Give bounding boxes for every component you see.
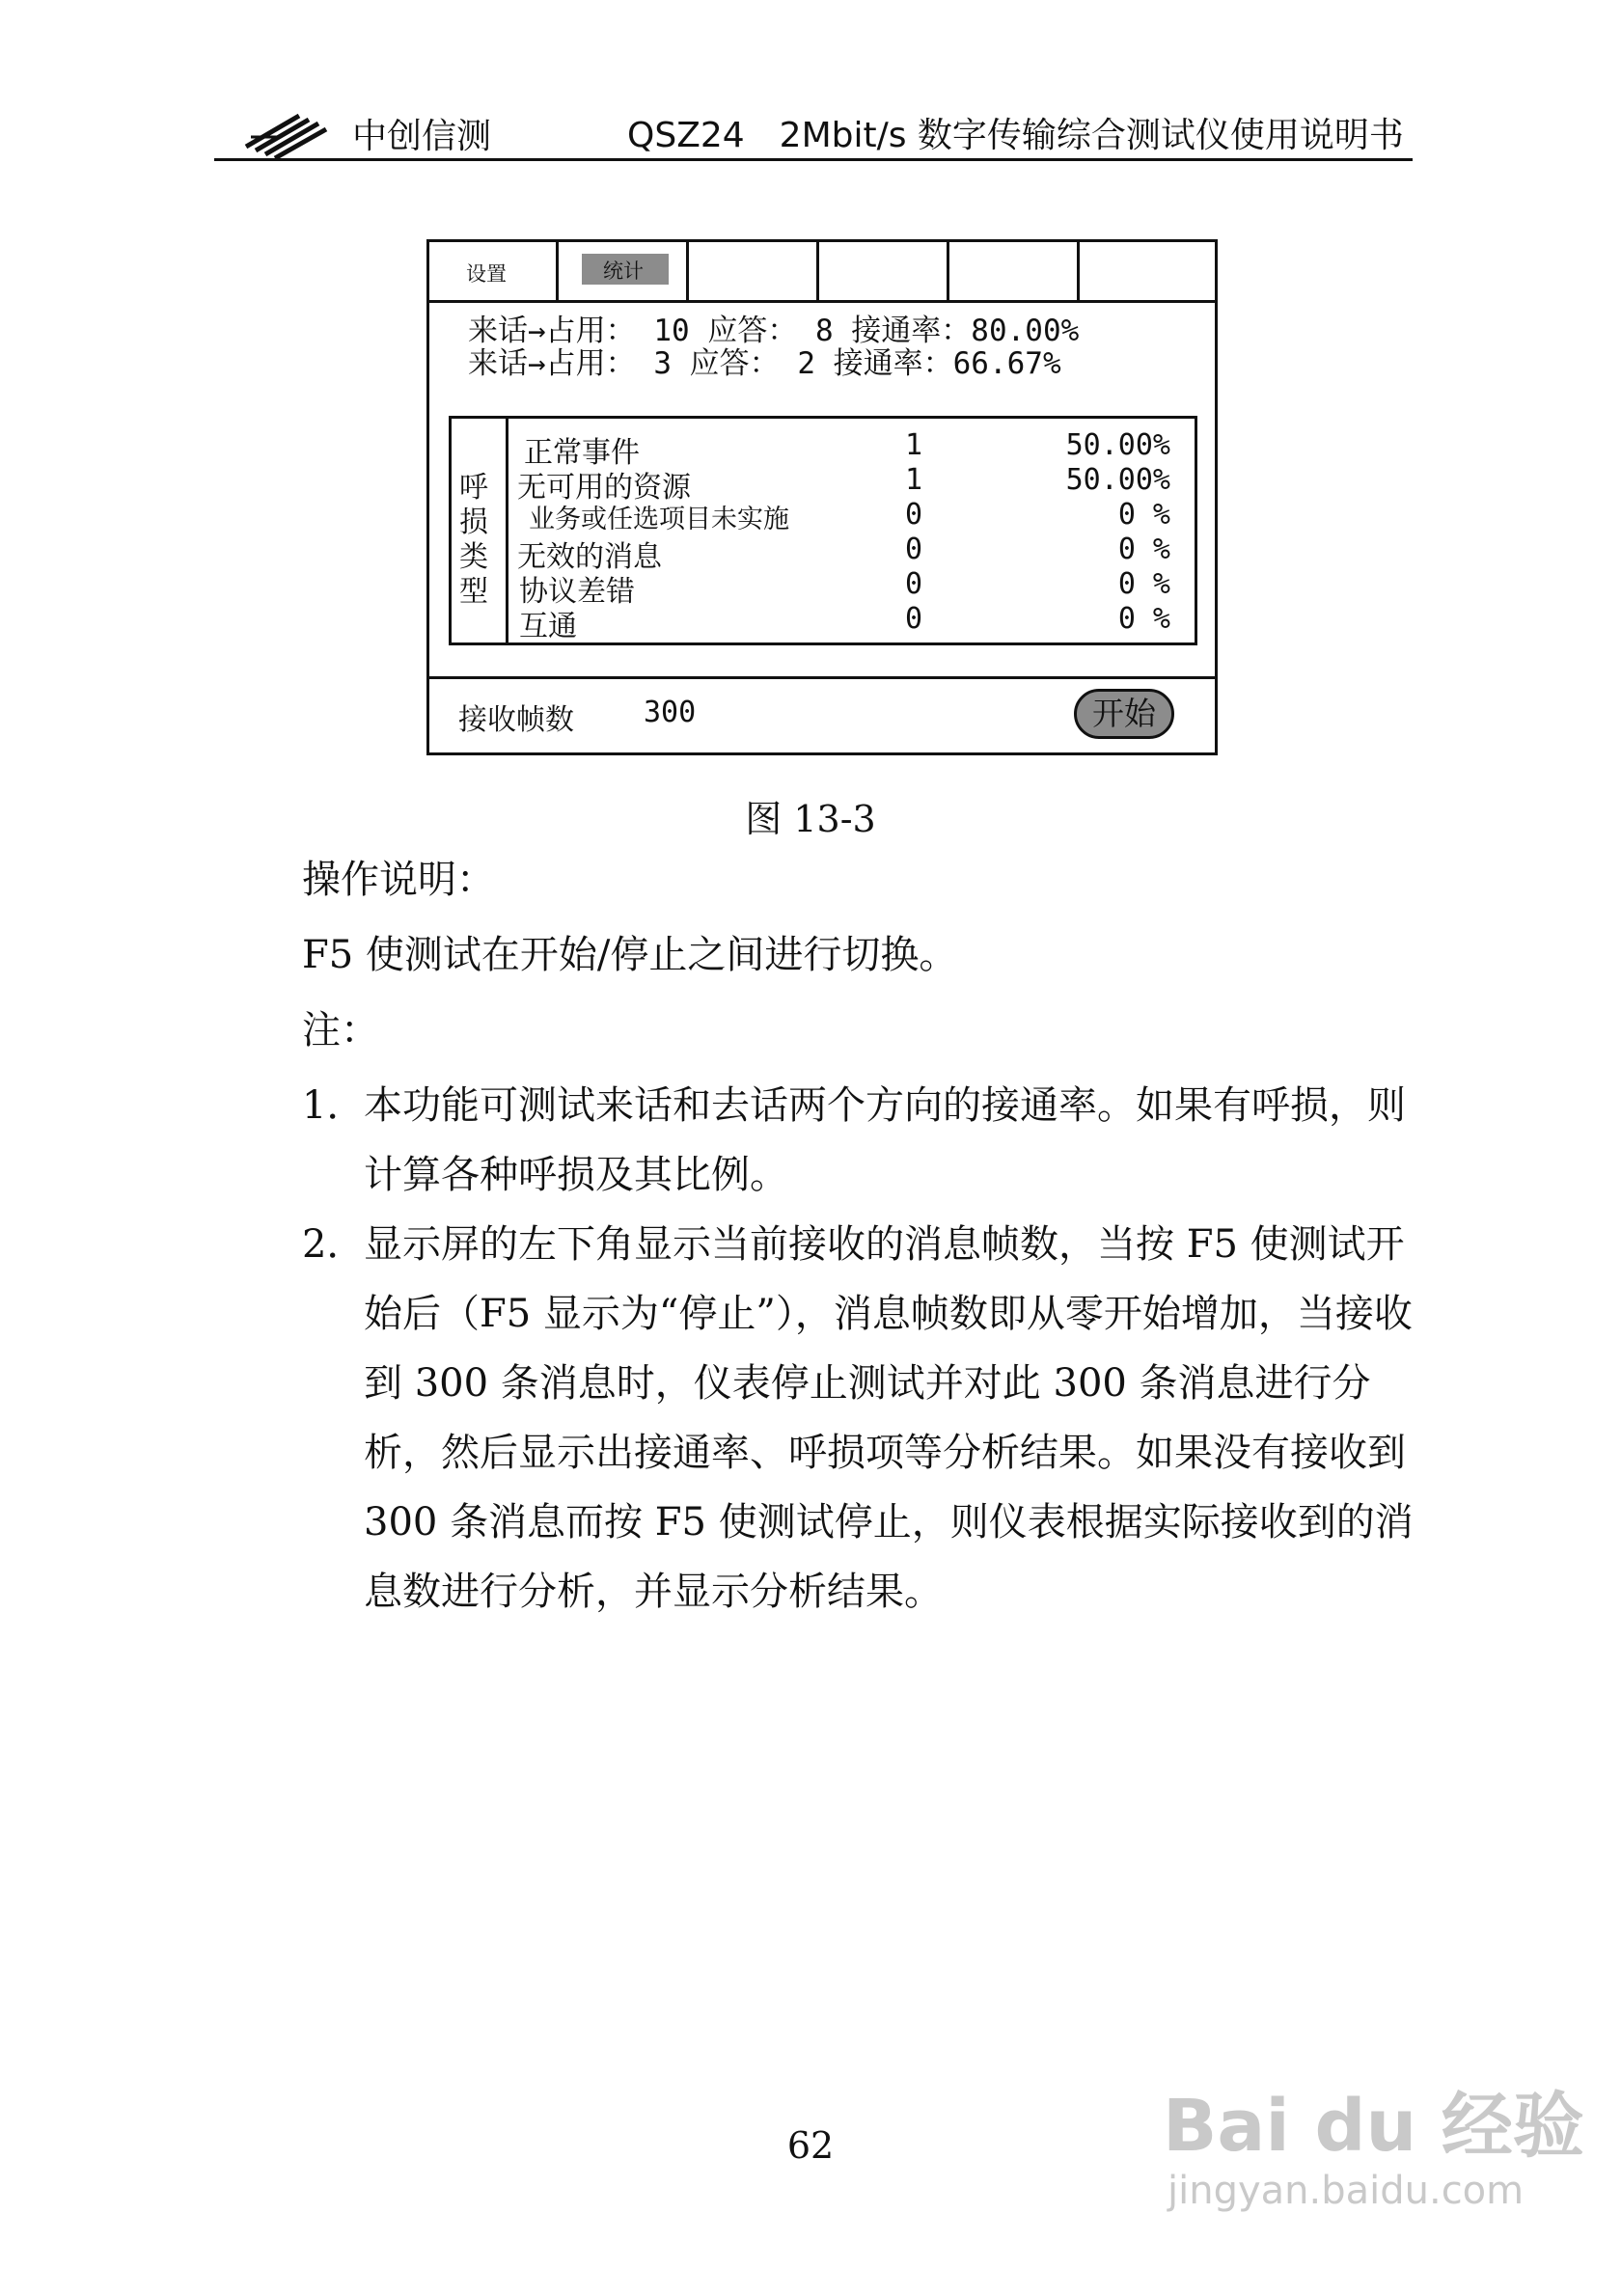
- loss-header-char: 类: [459, 540, 488, 574]
- watermark-logo: Bai du 经验: [1163, 2085, 1584, 2168]
- tab-stats-label: 统计: [603, 260, 644, 283]
- loss-row-count: 0: [905, 533, 923, 566]
- company-logo-icon: [241, 108, 328, 166]
- loss-row-pct: 0 %: [1117, 533, 1170, 566]
- loss-header-char: 型: [459, 575, 488, 609]
- rx-frames-value: 300: [644, 696, 697, 729]
- note-heading: 注：: [302, 1008, 379, 1052]
- loss-row-pct: 0 %: [1117, 498, 1170, 532]
- loss-row-pct: 50.00%: [1065, 428, 1170, 462]
- loss-row-name: 业务或任选项目未实施: [529, 505, 789, 534]
- header-title: QSZ24 2Mbit/s 数字传输综合测试仪使用说明书: [627, 116, 1404, 155]
- device-screen: [426, 239, 1218, 755]
- section-heading: 操作说明：: [302, 858, 495, 902]
- tab-setup-label: 设置: [466, 262, 507, 286]
- page-number: 62: [786, 2124, 835, 2167]
- tab-stats[interactable]: [559, 242, 689, 300]
- tab-empty-1[interactable]: [689, 242, 819, 300]
- loss-row-name: 协议差错: [519, 575, 635, 609]
- loss-divider: [506, 419, 508, 642]
- rate-row-1: 来话→占用： 10 应答： 8 接通率：80.00%: [468, 314, 1080, 348]
- loss-row-count: 0: [905, 498, 923, 532]
- loss-row-pct: 0 %: [1117, 602, 1170, 636]
- loss-row-pct: 50.00%: [1065, 463, 1170, 497]
- header-company: 中创信测: [352, 117, 492, 156]
- loss-row-count: 0: [905, 567, 923, 601]
- loss-row-name: 无可用的资源: [517, 471, 691, 505]
- header-rule: [214, 158, 1413, 161]
- tab-empty-2[interactable]: [819, 242, 949, 300]
- note-item-number: 2．: [302, 1222, 366, 1267]
- figure-caption: 图 13-3: [745, 798, 876, 840]
- tab-bar: [429, 242, 1215, 303]
- note-item-text: 显示屏的左下角显示当前接收的消息帧数，当按 F5 使测试开始后（F5 显示为“停止”），消息帧数即从零开始增加，当接收到 300 条消息时，仪表停止测试并对此 300 条消息进行分析，然后显示出接通率、呼损项等分析结果。如果没有接收到 300 条消息而按 F5 使测试停止，则仪表根据实际接收到的消息数进行分析，并显示分析结果。: [364, 1222, 1414, 1614]
- tab-setup[interactable]: [429, 242, 559, 300]
- loss-row-count: 1: [905, 463, 923, 497]
- f5-description: F5 使测试在开始/停止之间进行切换。: [302, 933, 958, 977]
- call-loss-table: [449, 416, 1197, 645]
- rate-row-2: 来话→占用： 3 应答： 2 接通率：66.67%: [468, 346, 1061, 381]
- rx-frames-label: 接收帧数: [458, 703, 574, 737]
- start-button[interactable]: 开始: [1074, 689, 1174, 739]
- watermark-url: jingyan.baidu.com: [1168, 2169, 1525, 2213]
- loss-row-pct: 0 %: [1117, 567, 1170, 601]
- status-divider: [429, 676, 1215, 679]
- loss-row-count: 1: [905, 428, 923, 462]
- note-item-number: 1．: [302, 1083, 366, 1128]
- loss-row-name: 互通: [519, 610, 577, 643]
- tab-empty-3[interactable]: [949, 242, 1080, 300]
- loss-row-name: 正常事件: [524, 436, 640, 470]
- loss-row-name: 无效的消息: [517, 540, 662, 574]
- loss-header-char: 损: [459, 506, 488, 539]
- loss-header-char: 呼: [459, 471, 488, 505]
- note-item-text: 本功能可测试来话和去话两个方向的接通率。如果有呼损，则计算各种呼损及其比例。: [364, 1083, 1406, 1197]
- loss-row-count: 0: [905, 602, 923, 636]
- tab-empty-4[interactable]: [1080, 242, 1215, 300]
